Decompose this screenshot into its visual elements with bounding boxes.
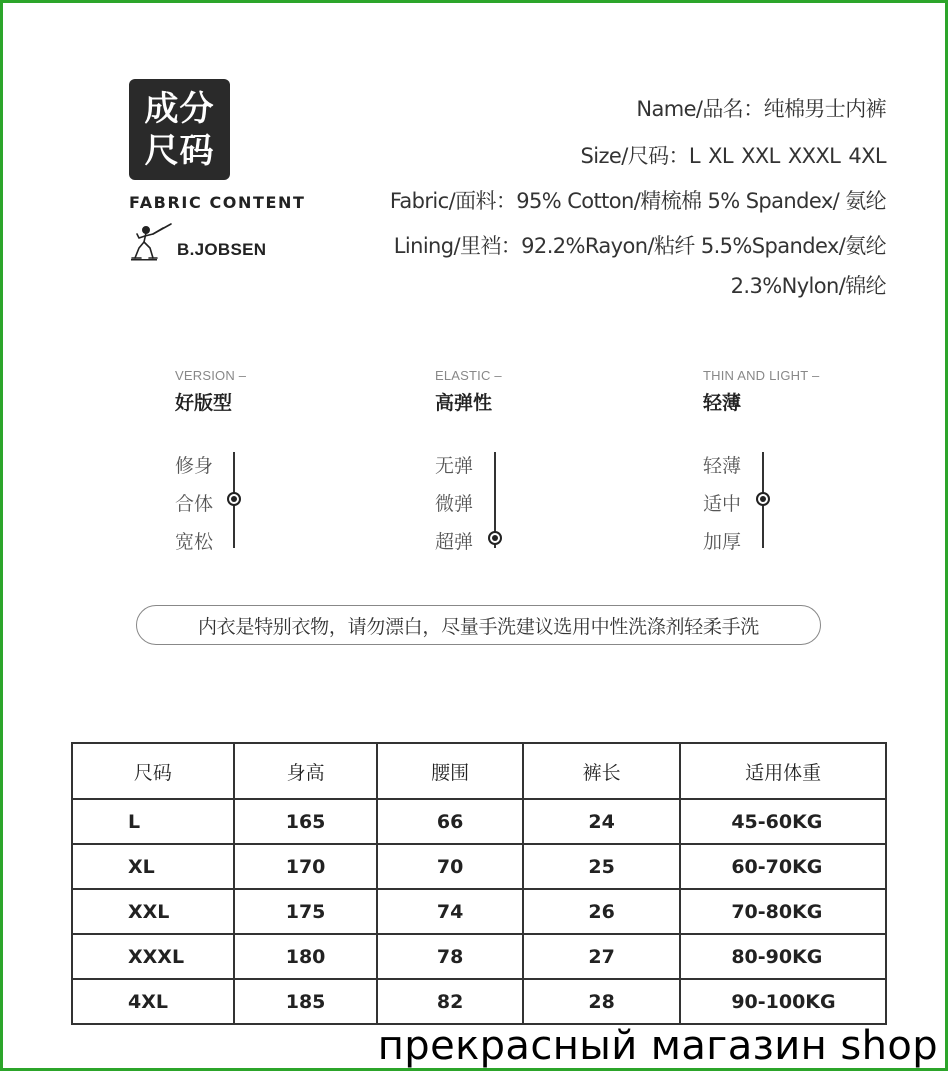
shop-watermark: прекрасный магазин shop [377, 1023, 938, 1069]
scale-option: 适中 [703, 493, 742, 515]
header-length: 裤长 [523, 743, 680, 799]
scale-option: 超弹 [435, 531, 474, 553]
header-size: 尺码 [72, 743, 234, 799]
feature-en-label: ELASTIC – [435, 368, 502, 383]
feature-cn-label: 轻薄 [703, 392, 742, 414]
feature-en-label: THIN AND LIGHT – [703, 368, 820, 383]
header-waist: 腰围 [377, 743, 523, 799]
cell-weight: 60-70KG [680, 844, 886, 889]
table-row [72, 799, 886, 844]
cell-waist: 70 [377, 844, 523, 889]
feature-cn-label: 高弹性 [435, 392, 493, 414]
table-row [72, 979, 886, 1024]
feature-cn-label: 好版型 [175, 392, 233, 414]
scale-marker-icon [756, 492, 770, 506]
info-lining: Lining/里裆：92.2%Rayon/粘纤 5.5%Spandex/氨纶 [393, 234, 886, 258]
info-name: Name/品名：纯棉男士内裤 [636, 97, 886, 121]
cell-weight: 45-60KG [680, 799, 886, 844]
table-row [72, 844, 886, 889]
scale-option: 宽松 [175, 531, 214, 553]
care-instructions: 内衣是特别衣物，请勿漂白，尽量手洗建议选用中性洗涤剂轻柔手洗 [136, 605, 821, 645]
brand [129, 222, 266, 262]
size-table [71, 742, 887, 1025]
cell-weight: 80-90KG [680, 934, 886, 979]
cell-height: 185 [234, 979, 378, 1024]
table-row [72, 934, 886, 979]
scale-option: 加厚 [703, 531, 742, 553]
scale-option: 无弹 [435, 455, 474, 477]
table-row [72, 889, 886, 934]
logo-line-2: 尺码 [144, 130, 215, 171]
table-header-row [72, 743, 886, 799]
cell-length: 25 [523, 844, 680, 889]
scale-option: 微弹 [435, 493, 474, 515]
info-size: Size/尺码：L XL XXL XXXL 4XL [580, 144, 886, 168]
cell-size: XXXL [72, 934, 234, 979]
cell-waist: 66 [377, 799, 523, 844]
info-lining-cont: 2.3%Nylon/锦纶 [730, 274, 886, 298]
feature-elastic [435, 368, 502, 415]
scale-option: 轻薄 [703, 455, 742, 477]
scale-marker-icon [488, 531, 502, 545]
scale-option: 修身 [175, 455, 214, 477]
cell-height: 170 [234, 844, 378, 889]
cell-weight: 90-100KG [680, 979, 886, 1024]
cell-height: 165 [234, 799, 378, 844]
cell-size: XXL [72, 889, 234, 934]
cell-waist: 82 [377, 979, 523, 1024]
info-fabric: Fabric/面料：95% Cotton/精梳棉 5% Spandex/ 氨纶 [389, 189, 886, 213]
feature-version [175, 368, 246, 415]
cell-size: L [72, 799, 234, 844]
scale-option: 合体 [175, 493, 214, 515]
cell-length: 27 [523, 934, 680, 979]
cell-length: 28 [523, 979, 680, 1024]
cell-size: XL [72, 844, 234, 889]
cell-height: 180 [234, 934, 378, 979]
header-weight: 适用体重 [680, 743, 886, 799]
cell-length: 26 [523, 889, 680, 934]
cell-size: 4XL [72, 979, 234, 1024]
cell-waist: 74 [377, 889, 523, 934]
header-height: 身高 [234, 743, 378, 799]
cell-weight: 70-80KG [680, 889, 886, 934]
feature-en-label: VERSION – [175, 368, 247, 383]
feature-thin-light [703, 368, 819, 415]
cell-length: 24 [523, 799, 680, 844]
fabric-content-caption: FABRIC CONTENT [129, 193, 306, 212]
fencer-logo-icon [129, 222, 173, 262]
content-size-logo [129, 79, 230, 180]
logo-line-1: 成分 [144, 88, 215, 129]
brand-name: B.JOBSEN [177, 240, 267, 259]
scale-marker-icon [227, 492, 241, 506]
cell-waist: 78 [377, 934, 523, 979]
cell-height: 175 [234, 889, 378, 934]
